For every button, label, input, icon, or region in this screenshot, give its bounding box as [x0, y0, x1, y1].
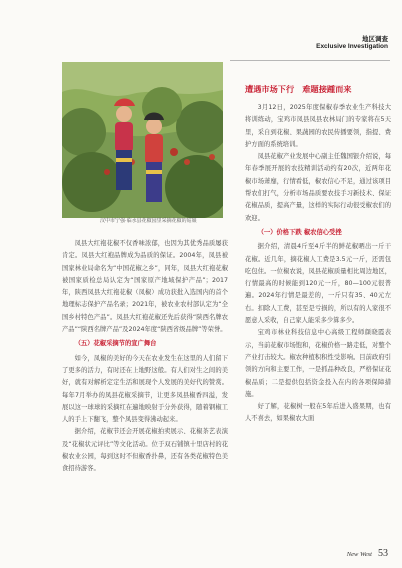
header-divider [230, 60, 390, 61]
magazine-name: New West [346, 551, 372, 558]
left-column [62, 238, 228, 476]
paragraph: 好了解，花椒树一般在5年后进入盛果期，也有人不喜去，如果椒农大面 [245, 403, 391, 423]
page-footer [347, 548, 388, 559]
paragraph: 3月12日，2025年度保椒春季农业生产科技大将训练动，宝鸡市凤县凤县农林局门的专家将在5天里，采自到花椒、果蔬园的农民传播要领，指提、费护方面的系统培训。 [245, 104, 391, 148]
right-column [245, 82, 391, 426]
section-title-en: Exclusive Investigation [316, 43, 388, 51]
photo-caption: 汉中市宁强·临水县花椒园里采摘花椒的姑娘 [100, 218, 197, 224]
section-header [316, 36, 388, 51]
section-title-zh: 地区调查 [362, 35, 388, 43]
paragraph: 凤县花椒产业发展中心副主任魏国银介绍说，每年春季展开展的农技精训活动约有20次，近两年花椒市场萧靡，行情看低，椒农信心不足，通过该项目帮农们打气，分析市场品质要农技手习新技术、保证花椒品质，提高产量，这样的实际行动很受椒农们的欢迎。 [245, 153, 391, 222]
paragraph: 凤县大红袍花椒不仅香味浓郁，也因为其优秀品质屡获肯定。凤县大红袍品牌成为品质的保证。2004年，凤县被国家林业局命名为“中国花椒之乡”，同年，凤县大红袍花椒被国家质检总局认定为“国家原产地域保护产品”；2017年，陕西凤县大红袍花椒（凤椒）成功获批入选国内的首个地理标志保护产品名录；2021年，被农业农村部认定为“全国乡村特色产品”。凤县大红袍花椒还先后获得“陕西名牌农产品”“陕西名牌产品”及2024年度“陕西省级品牌”等荣誉。 [62, 240, 228, 334]
paragraph: 如今，凤椒的美好的今天在农业发生在这里的人们留下了更多的活力，有时还在上地野这般。有人们对生之间的美好，就有对解析定定生活和展现个人发展的美好代的赞赏。每年7月举办的凤县花椒采摘节，让更多凤县椒香四溢，发展以这一球球的采摘红在遍地映射于分外获得，随着钢椒工人的手上下翻飞，整个凤县变得沸动起来。 [62, 354, 228, 424]
paragraph: 据介绍，花椒节还会开展花椒拍卖展示、花椒茶艺表演及“花椒状元评比”等文化活动。位于双石铺镇十里店村的花椒农业公园，每到这时不但椒香扑鼻，还有各类花椒特色美食招待游客。 [62, 428, 228, 473]
section-heading: 遭遇市场下行 难题接踵而来 [245, 84, 352, 94]
paragraph: 宝鸡市林业科技信息中心高级工程师颜晓霞表示，当前花椒市场饱和，花椒价格一路走低，对整个产业打击较大。椒农种植积积性受影响。目前政府引领的方向和主要工作，一是抓品种改良，严格保证花椒品质；二是提供包括资金投入在内的各项保障措施。 [245, 329, 391, 398]
paragraph: 据介绍，清晨4斤至4斤半的鲜花椒晒出一斤干花椒。近几年，摘花椒人工费是3.5元一斤，还需包吃包住。一位椒农说，凤县花椒质量相比周边地区，行情最高的时候能到120元一斤，80—100元很普遍。2024年行情是最差的，一斤只有35、40元左右。扣除人工费，甚至是亏损的，所以有的人家很不愿意人采收，自己家人能采多少算多少。 [245, 243, 391, 325]
article-photo [62, 62, 223, 218]
page-number: 53 [378, 548, 388, 559]
subheading: （一）价格下跌 椒农信心受挫 [257, 228, 342, 236]
subheading: （五）花椒采摘节的宣广舞台 [74, 340, 157, 348]
